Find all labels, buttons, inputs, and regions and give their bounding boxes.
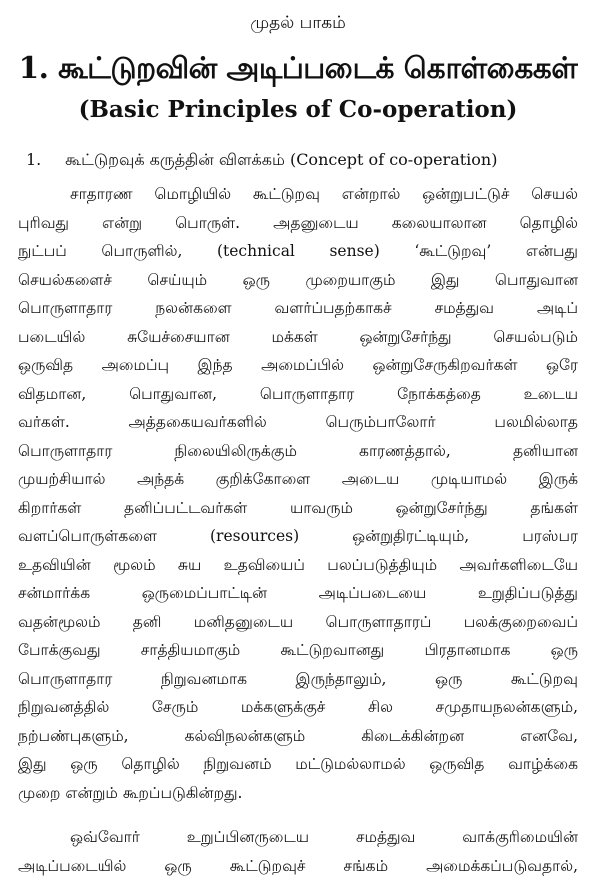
paragraph-line: பொருளாதார நிலையிலிருக்கும் காரணத்தால், தனியான bbox=[18, 437, 578, 466]
paragraph-line: வளப்பொருள்களை (resources) ஒன்றுதிரட்டியும், பரஸ்பர bbox=[18, 522, 578, 551]
paragraph-line: போக்குவது சாத்தியமாகும் கூட்டுறவானது பிரதானமாக ஒரு bbox=[18, 636, 578, 665]
paragraph-line: ஒருவித அமைப்பு இந்த அமைப்பில் ஒன்றுசேருகிறவர்கள் ஒரே bbox=[18, 351, 578, 380]
section-heading bbox=[18, 148, 578, 172]
paragraph-line: இது ஒரு தொழில் நிறுவனம் மட்டுமல்லாமல் ஒருவித வாழ்க்கை bbox=[18, 750, 578, 779]
section-number: 1. bbox=[18, 148, 60, 172]
paragraph-line: சாதாரண மொழியில் கூட்டுறவு என்றால் ஒன்றுபட்டுச் செயல் bbox=[18, 180, 578, 209]
chapter-title: 1. கூட்டுறவின் அடிப்படைக் கொள்கைகள் bbox=[18, 48, 578, 88]
paragraph-line: வர்கள். அத்தகையவர்களில் பெரும்பாலோர் பலமில்லாத bbox=[18, 408, 578, 437]
part-label: முதல் பாகம் bbox=[18, 0, 578, 36]
paragraph-line: வதன்மூலம் தனி மனிதனுடைய பொருளாதாரப் பலக்குறைவைப் bbox=[18, 608, 578, 637]
section-heading-text: கூட்டுறவுக் கருத்தின் விளக்கம் (Concept of co-operation) bbox=[65, 150, 497, 169]
chapter-subtitle: (Basic Principles of Co-operation) bbox=[18, 94, 578, 126]
paragraph-line: பொருளாதார நலன்களை வளர்ப்பதற்காகச் சமத்துவ அடிப் bbox=[18, 294, 578, 323]
paragraph-line: பொருளாதார நிறுவனமாக இருந்தாலும், ஒரு கூட்டுறவு bbox=[18, 665, 578, 694]
paragraph-line: செயல்களைச் செய்யும் ஒரு முறையாகும் இது பொதுவான bbox=[18, 266, 578, 295]
paragraph-line: புரிவது என்று பொருள். அதனுடைய கலையாலான தொழில் bbox=[18, 209, 578, 238]
paragraph-line: முறை என்றும் கூறப்படுகின்றது. bbox=[18, 779, 578, 808]
paragraph-line: உதவியின் மூலம் சுய உதவியைப் பலப்படுத்தியும் அவர்களிடையே bbox=[18, 551, 578, 580]
paragraph-line: அடிப்படையில் ஒரு கூட்டுறவுச் சங்கம் அமைக்கப்படுவதால், bbox=[18, 852, 578, 880]
paragraph-line: முயற்சியால் அந்தக் குறிக்கோளை அடைய முடியாமல் இருக் bbox=[18, 465, 578, 494]
body-paragraph-2 bbox=[18, 823, 578, 880]
paragraph-line: கிறார்கள் தனிப்பட்டவர்கள் யாவரும் ஒன்றுசேர்ந்து தங்கள் bbox=[18, 494, 578, 523]
paragraph-line: விதமான, பொதுவான, பொருளாதார நோக்கத்தை உடைய bbox=[18, 380, 578, 409]
paragraph-line: சன்மார்க்க ஒருமைப்பாட்டின் அடிப்படையை உறுதிப்படுத்து bbox=[18, 579, 578, 608]
paragraph-line: நுட்பப் பொருளில், (technical sense) ‘கூட்டுறவு’ என்பது bbox=[18, 237, 578, 266]
paragraph-line: நிறுவனத்தில் சேரும் மக்களுக்குச் சில சமுதாயநலன்களும், bbox=[18, 693, 578, 722]
paragraph-line: நற்பண்புகளும், கல்விநலன்களும் கிடைக்கின்றன எனவே, bbox=[18, 722, 578, 751]
paragraph-line: ஒவ்வோர் உறுப்பினருடைய சமத்துவ வாக்குரிமையின் bbox=[18, 823, 578, 852]
body-paragraph-1 bbox=[18, 180, 578, 807]
paragraph-line: படையில் சுயேச்சையான மக்கள் ஒன்றுசேர்ந்து செயல்படும் bbox=[18, 323, 578, 352]
